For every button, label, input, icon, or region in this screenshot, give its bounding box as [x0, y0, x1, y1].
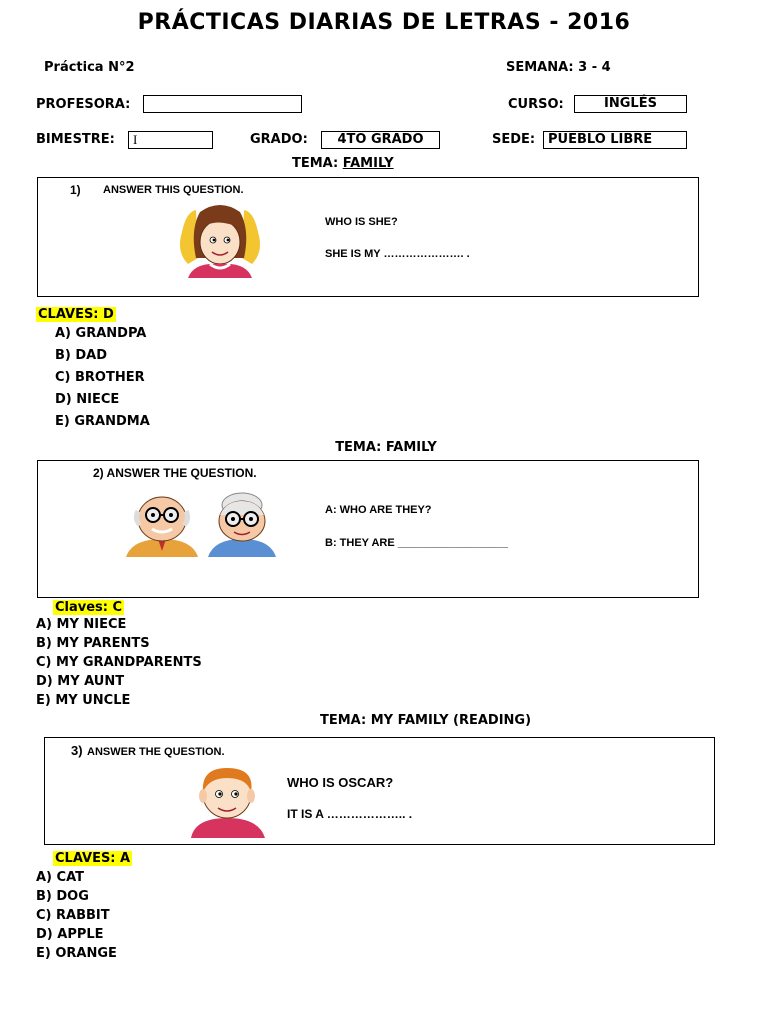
q3-box	[44, 737, 715, 845]
q1-tema	[292, 156, 394, 171]
q1-key: CLAVES: D	[38, 307, 114, 322]
q3-number: 3)	[71, 743, 83, 758]
q1-tema-label: TEMA:	[292, 156, 339, 171]
q3-option-c: C) RABBIT	[36, 908, 110, 923]
q3-answer-line: IT IS A ……………….. .	[287, 807, 413, 821]
page-title: PRÁCTICAS DIARIAS DE LETRAS - 2016	[137, 10, 631, 35]
teacher-field[interactable]	[143, 95, 302, 113]
q2-tema: TEMA: FAMILY	[335, 440, 437, 455]
q3-options	[36, 868, 117, 963]
grade-label: GRADO:	[250, 132, 308, 147]
teacher-label: PROFESORA:	[36, 97, 131, 112]
q1-question: WHO IS SHE?	[325, 216, 398, 228]
q2-options	[36, 615, 202, 710]
grandparents-illustration	[122, 489, 282, 557]
grade-field[interactable]: 4TO GRADO	[321, 131, 440, 149]
q2-option-a: A) MY NIECE	[36, 617, 127, 632]
girl-illustration	[174, 202, 266, 278]
q1-option-e: E) GRANDMA	[55, 414, 150, 429]
q1-option-d: D) NIECE	[55, 392, 120, 407]
q2-option-b: B) MY PARENTS	[36, 636, 150, 651]
practice-label: Práctica N°2	[44, 60, 135, 75]
q1-options	[55, 323, 150, 433]
q1-number: 1)	[70, 183, 81, 197]
q3-instruction: ANSWER THE QUESTION.	[87, 746, 225, 758]
q1-key-row	[36, 303, 116, 322]
week-label: SEMANA: 3 - 4	[506, 60, 611, 75]
campus-field[interactable]: PUEBLO LIBRE	[543, 131, 687, 149]
course-label: CURSO:	[508, 97, 564, 112]
q3-key: CLAVES: A	[55, 851, 131, 866]
term-label: BIMESTRE:	[36, 132, 115, 147]
q2-answer-line: B: THEY ARE __________________	[325, 537, 508, 549]
campus-label: SEDE:	[492, 132, 536, 147]
q1-option-c: C) BROTHER	[55, 370, 145, 385]
q2-option-c: C) MY GRANDPARENTS	[36, 655, 202, 670]
q3-option-a: A) CAT	[36, 870, 84, 885]
q2-box	[37, 460, 699, 598]
q3-question: WHO IS OSCAR?	[287, 775, 394, 790]
course-field[interactable]: INGLÉS	[574, 95, 687, 113]
q3-option-e: E) ORANGE	[36, 946, 117, 961]
q3-option-b: B) DOG	[36, 889, 89, 904]
q1-option-b: B) DAD	[55, 348, 108, 363]
q1-tema-value: FAMILY	[342, 156, 394, 171]
q2-option-e: E) MY UNCLE	[36, 693, 131, 708]
q2-question: A: WHO ARE THEY?	[325, 504, 432, 516]
q2-instruction: 2) ANSWER THE QUESTION.	[93, 466, 257, 480]
q1-option-a: A) GRANDPA	[55, 326, 147, 341]
q3-heading	[71, 742, 225, 760]
q3-tema: TEMA: MY FAMILY (READING)	[320, 713, 532, 728]
q1-box	[37, 177, 699, 297]
q1-answer-line: SHE IS MY …………………. .	[325, 248, 470, 260]
oscar-illustration	[187, 762, 269, 838]
q1-instruction: ANSWER THIS QUESTION.	[103, 184, 244, 196]
q2-key-row	[53, 596, 124, 615]
q2-option-d: D) MY AUNT	[36, 674, 125, 689]
q3-option-d: D) APPLE	[36, 927, 104, 942]
q3-key-row	[53, 847, 132, 866]
term-field[interactable]: I	[128, 131, 213, 149]
q2-key: Claves: C	[55, 600, 123, 615]
